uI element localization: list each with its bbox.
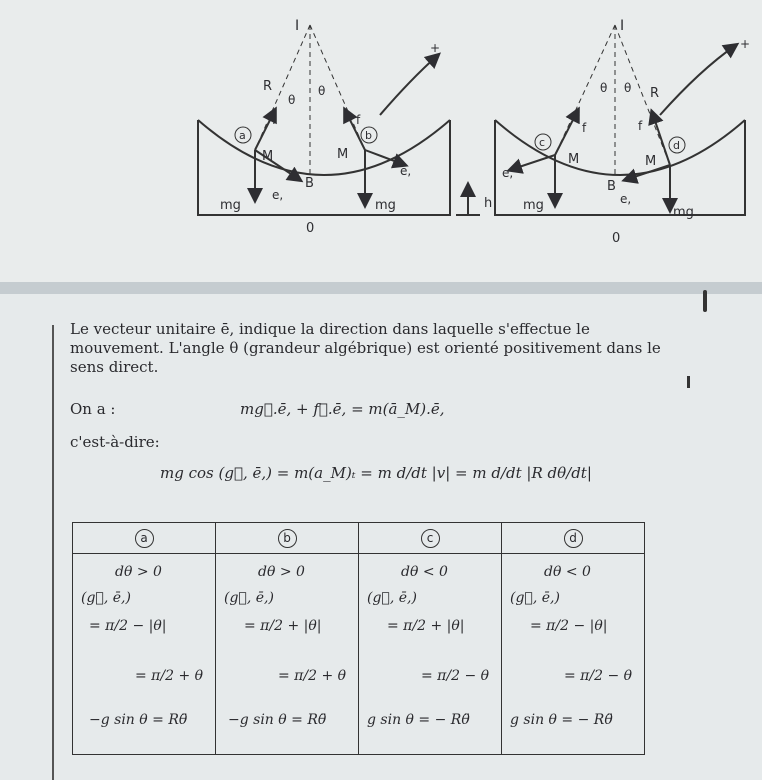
svg-text:f: f [356,113,361,127]
cest-a-dire-label: c'est-à-dire: [70,433,160,451]
case-b-header: b [278,529,297,548]
line-2: = π/2 + θ [135,668,204,684]
svg-text:I: I [295,18,300,34]
svg-text:e,: e, [272,188,284,202]
svg-text:θ: θ [624,81,632,95]
case-a-header: a [135,529,154,548]
figure-diagram [180,0,760,282]
case-a-cell [73,554,216,755]
case-d-cell [502,554,645,755]
cases-table [72,522,645,755]
left-bowl [198,18,450,236]
line-2: = π/2 − θ [564,668,633,684]
table-header-row [73,523,645,554]
svg-text:e,: e, [502,166,514,180]
height-marker [456,185,492,215]
svg-text:M: M [337,147,349,162]
svg-text:0: 0 [306,221,315,236]
svg-text:+: + [740,37,751,51]
svg-text:f: f [272,113,277,127]
svg-text:M: M [645,154,657,169]
line-1: = π/2 − |θ| [530,618,608,634]
angle: (g⃗, ē,) [510,590,560,606]
line-1: = π/2 + |θ| [387,618,465,634]
svg-text:+: + [430,41,441,55]
margin-mark-small [687,376,690,388]
angle: (g⃗, ē,) [224,590,274,606]
result: −g sin θ = Rθ̈ [228,712,327,728]
margin-mark [703,290,707,312]
svg-text:M: M [262,149,274,164]
condition: dθ < 0 [401,564,448,580]
margin-rule [52,325,54,780]
svg-text:a: a [239,129,246,142]
case-d-header: d [564,529,583,548]
case-b-cell [216,554,359,755]
result: g sin θ = − Rθ̈ [367,712,470,728]
svg-text:mg: mg [673,205,694,220]
svg-text:R: R [650,86,660,101]
page-upper [0,0,762,282]
line-1: = π/2 − |θ| [89,618,167,634]
svg-text:B: B [305,176,314,191]
svg-text:θ: θ [288,93,296,107]
svg-text:h: h [484,196,493,211]
svg-text:mg: mg [375,198,396,213]
svg-text:e,: e, [620,192,632,206]
page-gap [0,282,762,294]
svg-text:d: d [673,139,680,152]
result: −g sin θ = Rθ̈ [89,712,188,728]
svg-text:c: c [539,136,546,149]
svg-text:0: 0 [612,231,621,246]
table-row [73,554,645,755]
case-c-header: c [421,529,440,548]
right-bowl [495,18,750,246]
svg-text:M: M [568,152,580,167]
condition: dθ > 0 [115,564,162,580]
intro-paragraph: Le vecteur unitaire ē, indique la direction dans laquelle s'effectue le mouvement. L'angle θ (grandeur algébrique) est orienté positivement dans le sens direct. [70,320,661,376]
svg-text:b: b [365,129,372,142]
case-c-cell [359,554,502,755]
svg-text:mg: mg [523,198,544,213]
equation-1: mg⃗.ē, + f⃗.ē, = m(ā_M).ē, [240,400,445,418]
svg-text:f: f [638,119,643,133]
condition: dθ > 0 [258,564,305,580]
condition: dθ < 0 [544,564,591,580]
svg-text:θ: θ [600,81,608,95]
on-a-label: On a : [70,400,116,418]
svg-text:θ: θ [318,84,326,98]
svg-text:f: f [582,121,587,135]
line-2: = π/2 − θ [421,668,490,684]
svg-text:B: B [607,179,616,194]
svg-text:mg: mg [220,198,241,213]
angle: (g⃗, ē,) [81,590,131,606]
svg-text:R: R [263,79,273,94]
equation-2: mg cos (g⃗, ē,) = m(a_M)ₜ = m d/dt |v| = m d/dt |R dθ/dt| [160,464,592,482]
result: g sin θ = − Rθ̈ [510,712,613,728]
line-1: = π/2 + |θ| [244,618,322,634]
svg-text:e,: e, [400,164,412,178]
angle: (g⃗, ē,) [367,590,417,606]
line-2: = π/2 + θ [278,668,347,684]
svg-text:I: I [620,18,625,34]
